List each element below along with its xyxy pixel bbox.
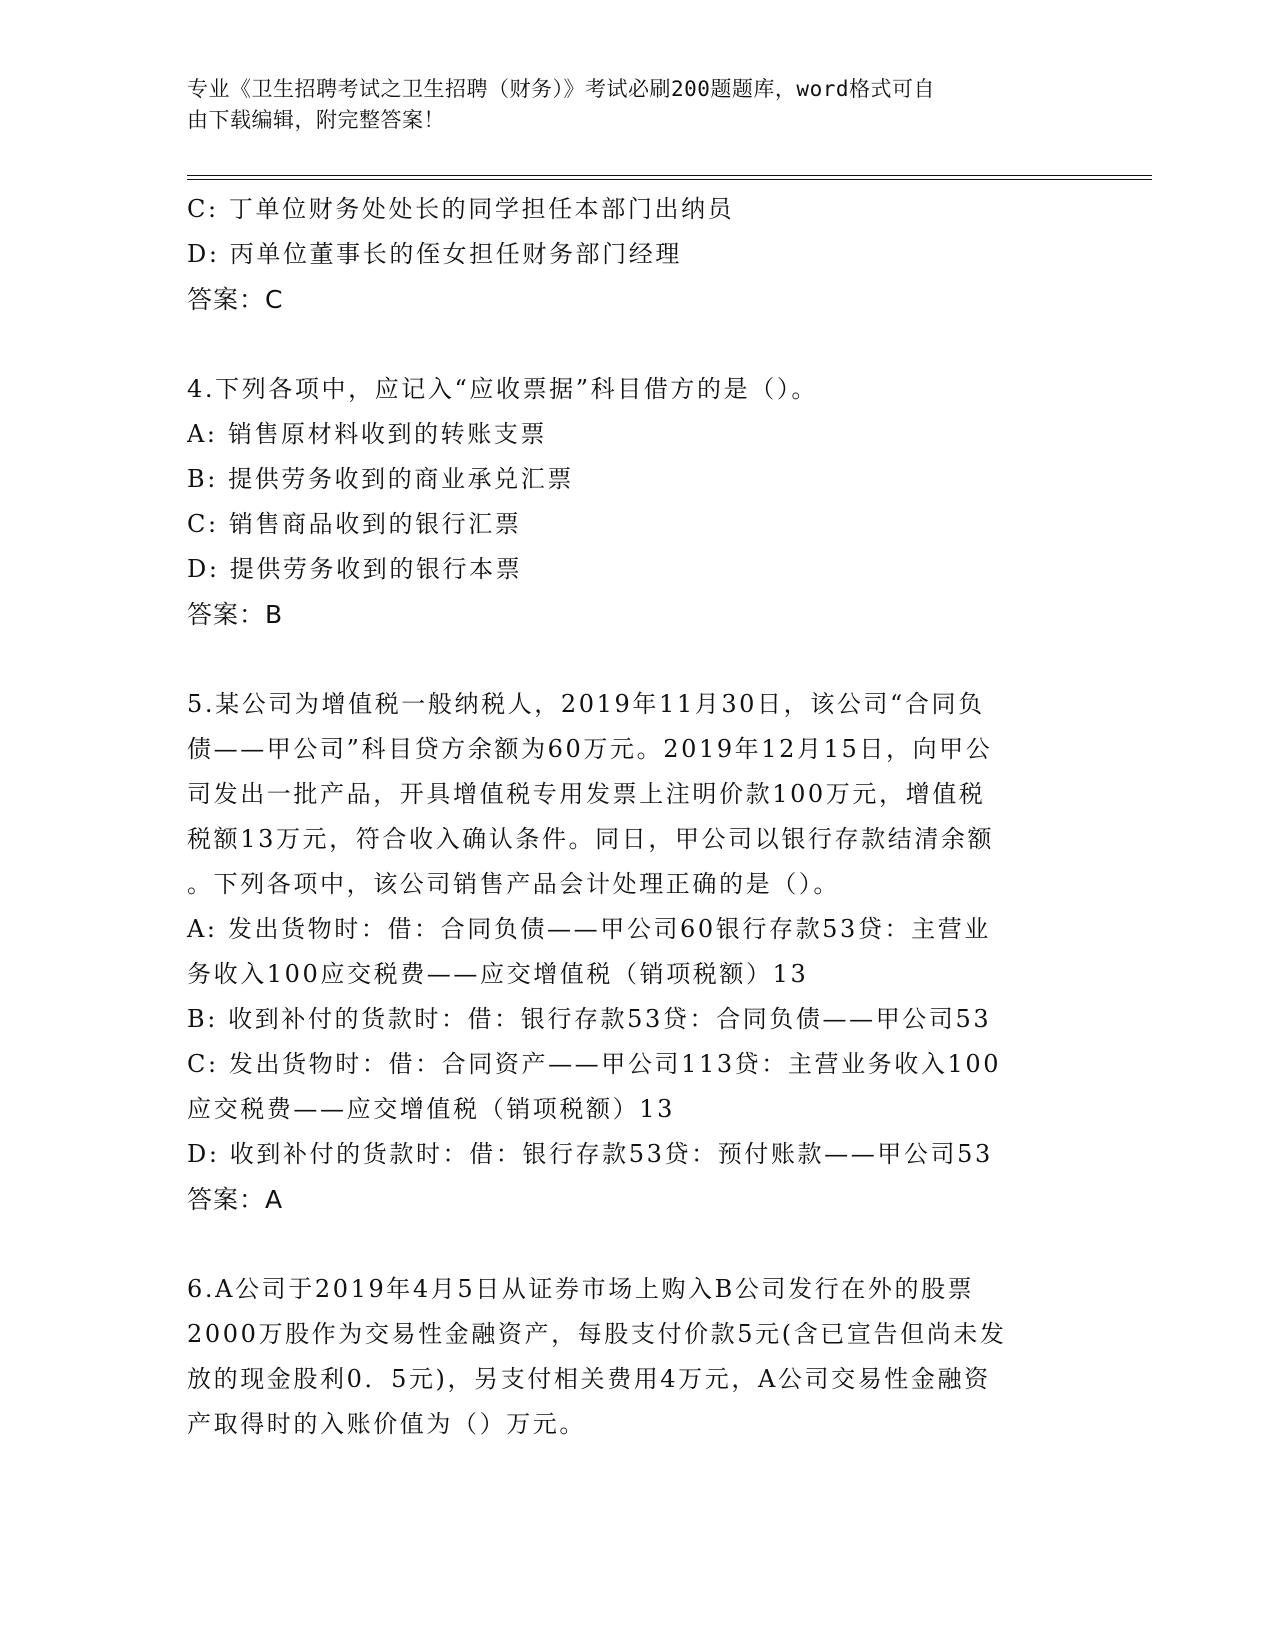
spacer xyxy=(187,637,1087,682)
header-divider xyxy=(187,175,1152,180)
q3-option-d: D: 丙单位董事长的侄女担任财务部门经理 xyxy=(187,240,682,268)
q3-answer: 答案：C xyxy=(187,285,284,314)
q4-option-b: B: 提供劳务收到的商业承兑汇票 xyxy=(187,465,574,493)
q4-option-a: A: 销售原材料收到的转账支票 xyxy=(187,420,548,448)
q4-option-c: C: 销售商品收到的银行汇票 xyxy=(187,510,522,538)
q5-stem-line: 。下列各项中，该公司销售产品会计处理正确的是（）。 xyxy=(187,870,840,898)
question-4 xyxy=(187,367,1087,637)
q5-option-a-line: 务收入100应交税费——应交增值税（销项税额）13 xyxy=(187,960,809,988)
q4-answer: 答案：B xyxy=(187,600,284,629)
q6-stem-line: 放的现金股利0．5元)，另支付相关费用4万元，A公司交易性金融资 xyxy=(187,1365,991,1393)
question-6 xyxy=(187,1267,1087,1447)
question-5 xyxy=(187,682,1087,1222)
q3-option-c: C: 丁单位财务处处长的同学担任本部门出纳员 xyxy=(187,195,735,223)
q4-option-d: D: 提供劳务收到的银行本票 xyxy=(187,555,523,583)
header-line-2: 由下载编辑，附完整答案！ xyxy=(187,108,445,132)
q5-answer: 答案：A xyxy=(187,1185,284,1214)
page-header xyxy=(187,74,1087,136)
header-line-1: 专业《卫生招聘考试之卫生招聘（财务）》考试必刷200题题库，word格式可自 xyxy=(187,77,935,101)
spacer xyxy=(187,1222,1087,1267)
q5-stem-line: 5.某公司为增值税一般纳税人，2019年11月30日，该公司“合同负 xyxy=(187,690,985,718)
q5-option-d: D: 收到补付的货款时：借：银行存款53贷：预付账款——甲公司53 xyxy=(187,1140,993,1168)
spacer xyxy=(187,322,1087,367)
q6-stem-line: 6.A公司于2019年4月5日从证券市场上购入B公司发行在外的股票 xyxy=(187,1275,975,1303)
q5-stem-line: 债——甲公司”科目贷方余额为60万元。2019年12月15日，向甲公 xyxy=(187,735,993,763)
question-3-tail xyxy=(187,187,1087,322)
q4-stem: 4.下列各项中，应记入“应收票据”科目借方的是（）。 xyxy=(187,375,819,403)
q5-option-c-line: C: 发出货物时：借：合同资产——甲公司113贷：主营业务收入100 xyxy=(187,1050,1002,1078)
document-body xyxy=(187,187,1087,1447)
q5-option-a-line: A: 发出货物时：借：合同负债——甲公司60银行存款53贷：主营业 xyxy=(187,915,991,943)
q5-stem-line: 税额13万元，符合收入确认条件。同日，甲公司以银行存款结清余额 xyxy=(187,825,995,853)
q5-option-b: B: 收到补付的货款时：借：银行存款53贷：合同负债——甲公司53 xyxy=(187,1005,992,1033)
q5-option-c-line: 应交税费——应交增值税（销项税额）13 xyxy=(187,1095,675,1123)
q6-stem-line: 2000万股作为交易性金融资产，每股支付价款5元(含已宣告但尚未发 xyxy=(187,1320,1007,1348)
q6-stem-line: 产取得时的入账价值为（）万元。 xyxy=(187,1410,586,1438)
q5-stem-line: 司发出一批产品，开具增值税专用发票上注明价款100万元，增值税 xyxy=(187,780,986,808)
